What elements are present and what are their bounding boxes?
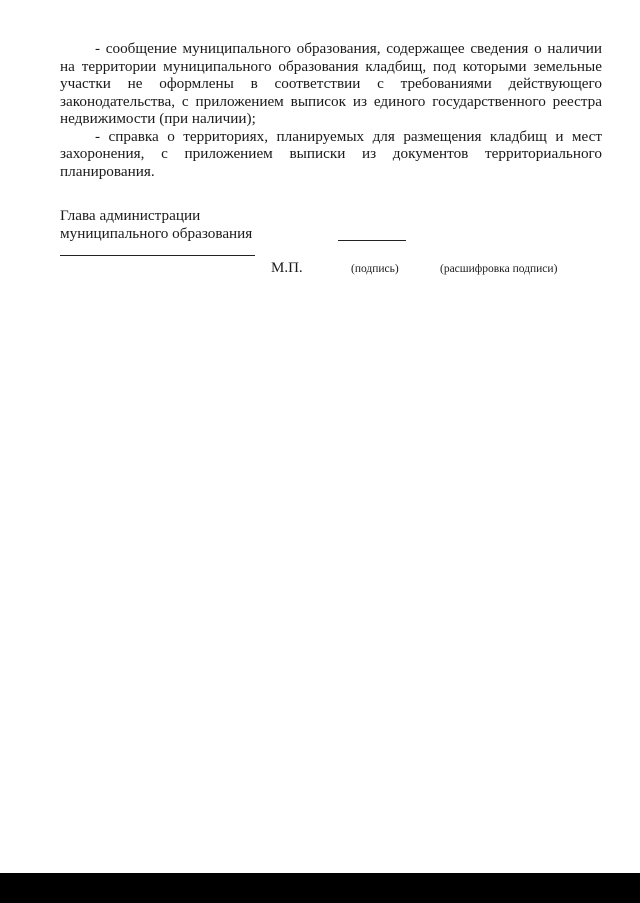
signature-line xyxy=(338,240,406,241)
signatory-title-line-2: муниципального образования xyxy=(60,225,253,242)
paragraph-territory-reference: - справка о территориях, планируемых для размещения кладбищ и мест захоронения, с приложением выписки из документов территориального планирования. xyxy=(60,127,602,180)
signature-block xyxy=(0,0,640,300)
signatory-title-line-1: Глава администрации xyxy=(60,207,201,224)
name-line xyxy=(60,255,255,256)
seal-label: М.П. xyxy=(271,260,303,276)
signature-caption: (подпись) xyxy=(351,263,399,275)
signature-decode-caption: (расшифровка подписи) xyxy=(440,263,558,275)
scan-bottom-border xyxy=(0,873,640,903)
paragraph-municipal-report: - сообщение муниципального образования, содержащее сведения о наличии на территории муниципального образования кладбищ, под которыми земельные участки не оформлены в соответствии с требованиями действующего законодательства, с приложением выписок из единого государственного реестра недвижимости (при наличии); xyxy=(60,40,602,127)
